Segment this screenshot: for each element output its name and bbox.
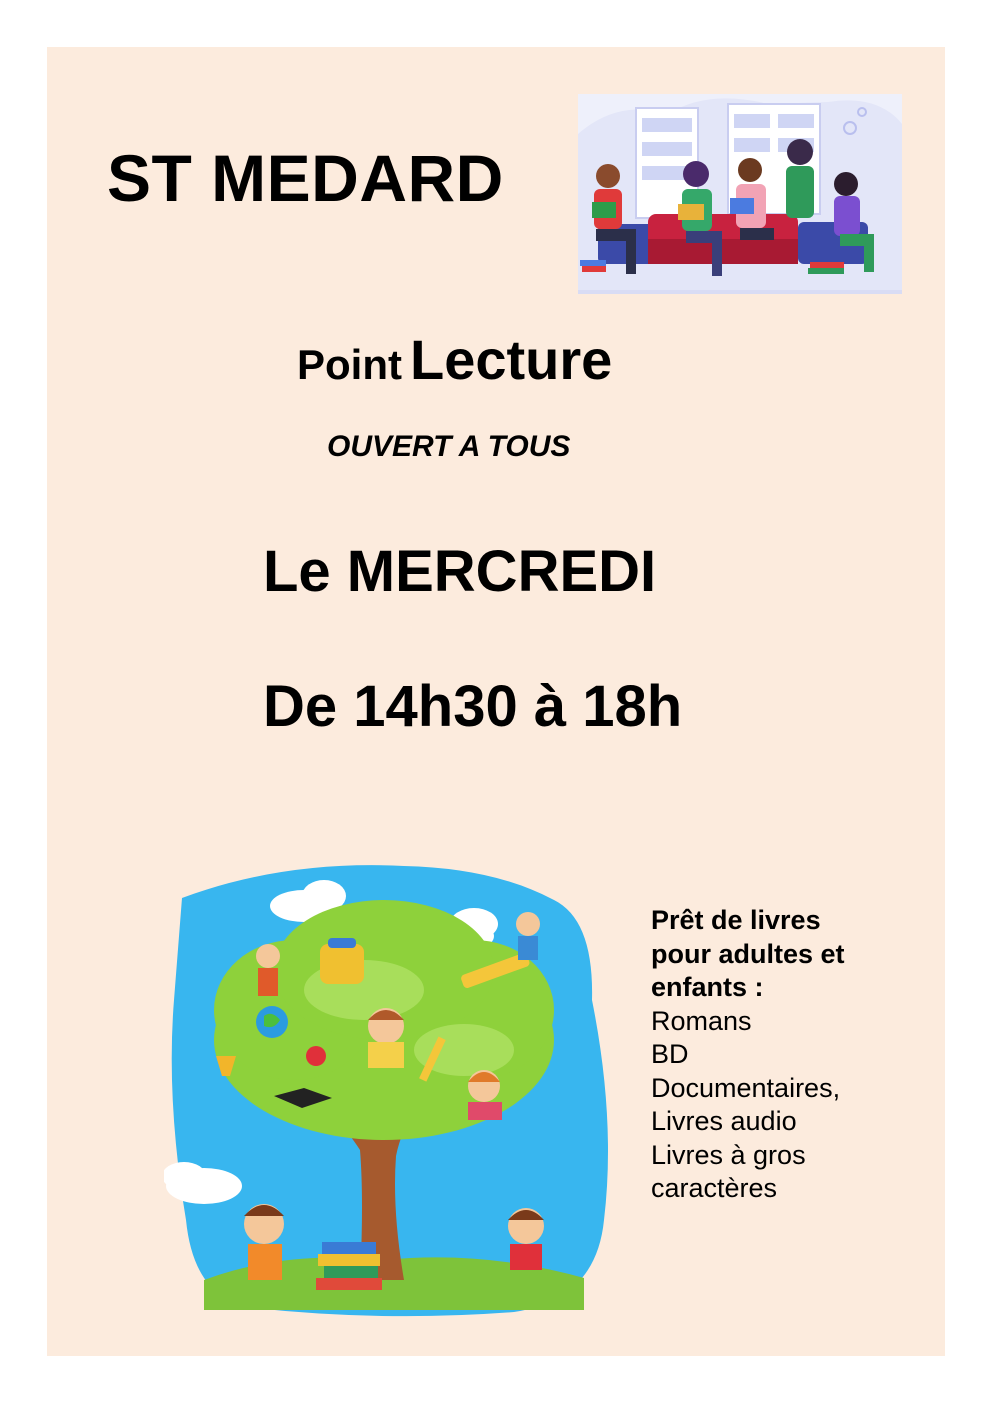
- services-item: Livres à gros: [651, 1139, 806, 1170]
- reading-children-illustration: [578, 94, 902, 294]
- town-title: ST MEDARD: [107, 141, 504, 215]
- services-heading-line: Prêt de livres: [651, 905, 821, 935]
- service-title-point: Point: [297, 341, 402, 388]
- services-item: Romans: [651, 1005, 752, 1036]
- open-to-all-subtitle: OUVERT A TOUS: [327, 430, 571, 463]
- services-item: caractères: [651, 1173, 778, 1203]
- book-tree-illustration: [164, 860, 614, 1320]
- opening-day: Le MERCREDI: [263, 539, 657, 604]
- services-heading-line: enfants :: [651, 972, 764, 1002]
- services-item: BD: [651, 1039, 689, 1069]
- services-item: Documentaires,: [651, 1072, 841, 1103]
- opening-hours: De 14h30 à 18h: [263, 674, 683, 739]
- service-title-lecture: Lecture: [409, 328, 613, 391]
- service-title: [297, 327, 612, 392]
- services-heading-line: pour adultes et: [651, 938, 845, 969]
- services-list: [651, 904, 911, 1206]
- services-item: Livres audio: [651, 1106, 797, 1136]
- book-stack: [316, 1242, 382, 1290]
